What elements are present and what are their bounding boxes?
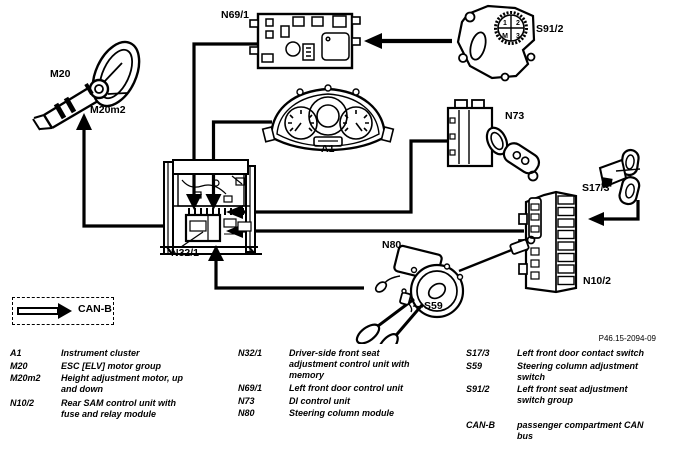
legend-code: N10/2 (10, 398, 35, 408)
legend-desc: DI control unit (289, 395, 350, 406)
legend-desc: ESC [ELV] motor group (61, 360, 161, 371)
label-n80: N80 (382, 239, 402, 251)
seat-adjustment-unit-n32-art (160, 160, 262, 254)
legend-desc: Steering column module (289, 408, 395, 418)
legend-entry (238, 348, 417, 381)
legend-desc: Driver-side front seat adjustment control unit with memory (289, 348, 410, 380)
legend-entry (466, 361, 645, 383)
label-m20: M20 (50, 68, 71, 80)
legend-code: M20 (10, 360, 28, 371)
label-a1: A1 (321, 143, 335, 155)
legend-code: N32/1 (238, 348, 263, 358)
label-m20m2: M20m2 (90, 104, 126, 116)
di-control-unit-n73-art (448, 100, 542, 181)
legend-code: S17/3 (466, 348, 490, 358)
dial-pos-3: 3 (516, 33, 520, 40)
legend-desc: Left front door contact switch (517, 348, 644, 358)
legend-entry (466, 384, 645, 406)
legend-code: S59 (466, 360, 483, 371)
label-n73: N73 (505, 110, 525, 122)
label-n69-1: N69/1 (221, 9, 250, 21)
label-s91-2: S91/2 (536, 23, 564, 35)
legend-entry (238, 408, 417, 419)
legend-entry (238, 396, 417, 407)
legend-entry (466, 420, 645, 442)
dial-pos-1: 1 (503, 20, 507, 27)
legend-code: A1 (10, 348, 22, 358)
legend-desc: passenger compartment CAN bus (517, 420, 644, 441)
legend-code: N80 (238, 408, 255, 418)
steering-column-module-n80-art (354, 237, 535, 345)
legend-desc: Left front seat adjustment switch group (517, 384, 628, 405)
legend-desc: Instrument cluster (61, 348, 140, 358)
door-control-unit-n69-art (250, 14, 360, 68)
can-b-key-box (12, 297, 114, 325)
legend-column-3 (466, 348, 645, 444)
seat-switch-group-s91-art (458, 6, 535, 81)
instrument-cluster-a1-art (263, 85, 394, 150)
can-b-label: CAN-B (78, 303, 112, 315)
legend-desc: Height adjustment motor, up and down (61, 373, 184, 394)
can-b-arrow-icon (17, 301, 72, 321)
legend-entry (466, 348, 645, 359)
legend-column-1 (10, 348, 189, 422)
legend-entry (10, 398, 189, 420)
legend-entry (238, 383, 417, 394)
label-s59: S59 (424, 300, 443, 312)
legend-column-2 (238, 348, 417, 421)
legend-desc: Steering column adjustment switch (517, 360, 639, 382)
legend-entry (10, 361, 189, 372)
document-number: P46.15-2094-09 (598, 334, 656, 343)
legend-desc: Rear SAM control unit with fuse and relay module (61, 398, 177, 419)
label-s17-3: S17/3 (582, 182, 610, 194)
legend-desc: Left front door control unit (289, 382, 403, 393)
label-n32-1: N32/1 (171, 247, 200, 259)
legend-entry (10, 348, 189, 359)
legend-entry (10, 373, 189, 395)
legend-code: CAN-B (466, 420, 495, 430)
dial-pos-2: 2 (516, 20, 520, 27)
legend-code: M20m2 (10, 373, 41, 383)
legend-code: S91/2 (466, 384, 490, 394)
label-n10-2: N10/2 (583, 275, 612, 287)
legend-code: N73 (238, 395, 255, 406)
legend-code: N69/1 (238, 382, 263, 393)
door-contact-switch-s17-art (600, 149, 641, 206)
dial-pos-m: M (502, 33, 508, 40)
